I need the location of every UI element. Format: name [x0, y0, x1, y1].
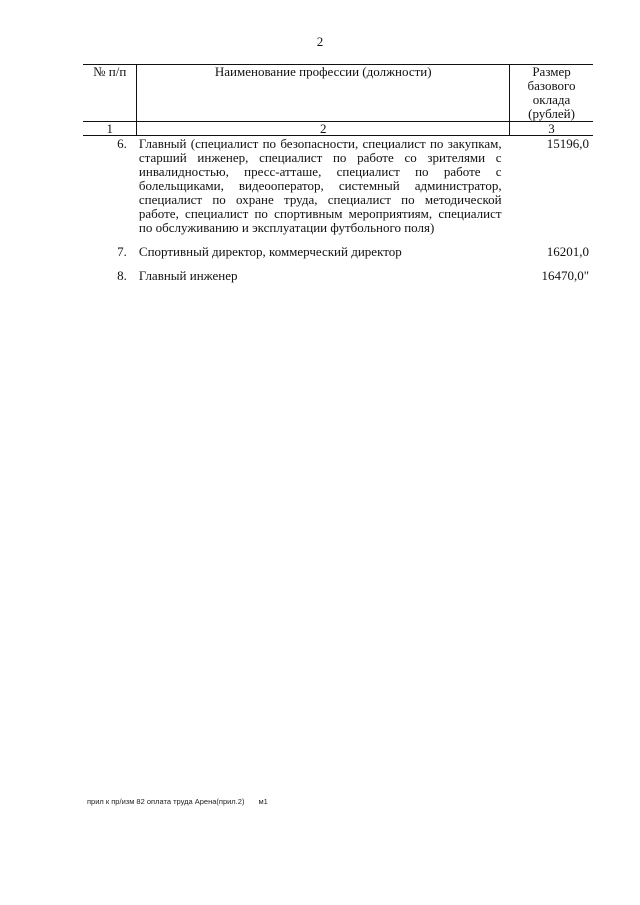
salary-value: 16470,0" [541, 268, 589, 283]
table-row [83, 259, 593, 283]
profession-name: Главный инженер [138, 268, 238, 283]
table-header-row [83, 65, 593, 122]
table-row [83, 235, 593, 259]
salary-value: 16201,0 [546, 244, 589, 259]
header-salary: Размер базового оклада (рублей) [510, 65, 593, 122]
profession-name: Спортивный директор, коммерческий директор [138, 244, 402, 259]
column-number: 1 [83, 122, 137, 136]
header-number: № п/п [83, 65, 137, 122]
footer-file-note [87, 797, 282, 806]
row-number: 7. [117, 244, 127, 259]
footer-mark: м1 [258, 797, 268, 806]
row-number: 6. [117, 136, 127, 151]
salary-table [83, 64, 593, 283]
profession-name: Главный (специалист по безопасности, специалист по закупкам, старший инженер, специалист по работе со зрителями с инвалидностью, пресс-атташе, специалист по работе с болельщиками, видеооператор, системный администратор, специалист по охране труда, специалист по методической работе, специалист по спортивным мероприятиям, специалист по обслуживанию и эксплуатации футбольного поля) [138, 136, 502, 235]
column-number: 3 [510, 122, 593, 136]
column-number-row [83, 122, 593, 136]
salary-value: 15196,0 [546, 136, 589, 151]
page-number: 2 [316, 34, 324, 49]
column-number: 2 [137, 122, 510, 136]
row-number: 8. [117, 268, 127, 283]
header-profession: Наименование профессии (должности) [137, 65, 510, 122]
table-row [83, 136, 593, 236]
footer-file-name: прил к пр/изм 82 оплата труда Арена(прил.2) [87, 797, 245, 806]
